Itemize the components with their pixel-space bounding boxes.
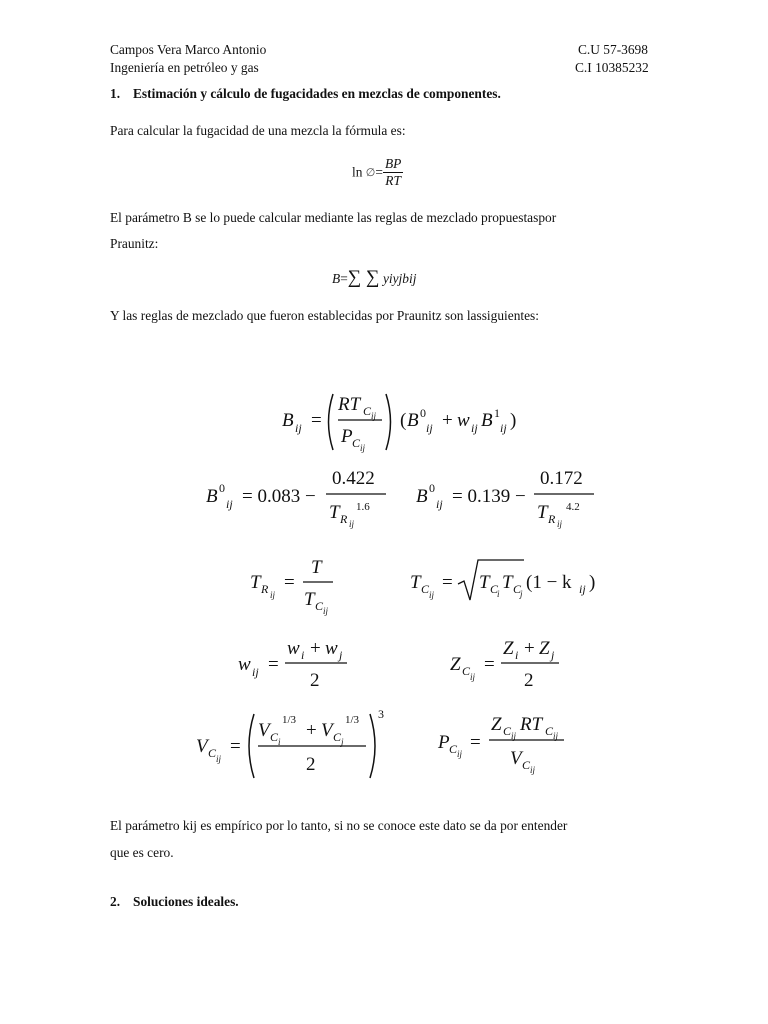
- mixing-rules-equations: [190, 380, 610, 780]
- svg-text:ij: ij: [471, 421, 478, 435]
- paragraph-b-param-line1: El parámetro B se lo puede calcular mediante las reglas de mezclado propuestaspor: [110, 210, 557, 225]
- svg-text:R: R: [340, 512, 348, 526]
- eq-pcij: [437, 714, 564, 775]
- svg-text:C: C: [270, 730, 279, 744]
- svg-text:=: =: [470, 732, 481, 753]
- svg-text:ij: ij: [323, 606, 329, 616]
- svg-text:T: T: [479, 572, 490, 593]
- svg-text:): ): [589, 572, 596, 593]
- svg-text:B: B: [282, 410, 294, 431]
- eq-b-lhs: B: [332, 271, 341, 286]
- svg-text:ij: ij: [349, 519, 355, 529]
- svg-text:ij: ij: [216, 754, 222, 764]
- eq-trij: [250, 557, 333, 616]
- svg-text:ij: ij: [429, 590, 435, 600]
- header-program: Ingeniería en petróleo y gas: [110, 60, 259, 75]
- svg-text:C: C: [490, 582, 499, 596]
- eq-numerator: BP: [384, 156, 402, 171]
- svg-text:P: P: [438, 732, 450, 753]
- svg-text:ij: ij: [360, 443, 366, 453]
- eq-fraction: [383, 156, 403, 189]
- svg-text:+: +: [524, 638, 535, 659]
- svg-text:+: +: [442, 410, 453, 431]
- svg-text:2: 2: [310, 670, 320, 691]
- svg-text:ij: ij: [371, 411, 377, 421]
- svg-text:R: R: [548, 512, 556, 526]
- eq-wij: [238, 638, 347, 691]
- svg-text:i: i: [301, 648, 305, 662]
- svg-text:1/3: 1/3: [282, 714, 297, 726]
- svg-text:ij: ij: [500, 421, 507, 435]
- svg-text:C: C: [352, 436, 361, 450]
- svg-text:Z: Z: [450, 654, 461, 675]
- eq-b-equals: =: [340, 271, 348, 286]
- svg-text:B: B: [481, 410, 493, 431]
- svg-text:T: T: [304, 589, 315, 610]
- svg-text:V: V: [196, 736, 208, 757]
- svg-text:C: C: [462, 664, 471, 678]
- paragraph-mixing-rules: Y las reglas de mezclado que fueron establecidas por Praunitz son lassiguientes:: [110, 308, 539, 323]
- svg-text:3: 3: [378, 707, 384, 721]
- svg-text:C: C: [421, 582, 430, 596]
- svg-text:0.172: 0.172: [540, 468, 583, 489]
- svg-text:C: C: [545, 724, 554, 738]
- equation-fugacity: [352, 156, 403, 189]
- eq-zcij: [450, 638, 559, 691]
- svg-text:T: T: [502, 572, 513, 593]
- svg-text:Z: Z: [503, 638, 514, 659]
- svg-text:): ): [510, 410, 517, 431]
- svg-text:2: 2: [524, 670, 534, 691]
- eq-b0-first: [206, 468, 386, 529]
- svg-text:j: j: [551, 648, 555, 662]
- equation-b: [332, 267, 416, 289]
- svg-text:V: V: [258, 720, 270, 741]
- eq-b-terms: yiyjbij: [382, 271, 417, 286]
- svg-text:C: C: [522, 758, 531, 772]
- svg-text:= 0.083 −: = 0.083 −: [242, 486, 316, 507]
- eq-bij: [282, 394, 516, 453]
- svg-text:=: =: [442, 572, 453, 593]
- svg-text:w: w: [457, 410, 470, 431]
- svg-text:C: C: [363, 404, 372, 418]
- svg-text:+: +: [306, 720, 317, 741]
- svg-text:C: C: [503, 724, 512, 738]
- svg-text:ij: ij: [530, 765, 536, 775]
- paragraph-fugacity-intro: Para calcular la fugacidad de una mezcla la fórmula es:: [110, 123, 406, 138]
- svg-text:C: C: [513, 582, 522, 596]
- svg-text:T: T: [537, 502, 548, 523]
- svg-text:ij: ij: [295, 421, 302, 435]
- svg-text:=: =: [268, 654, 279, 675]
- svg-text:V: V: [510, 748, 522, 769]
- svg-text:1.6: 1.6: [356, 501, 370, 513]
- svg-text:ij: ij: [270, 590, 276, 600]
- svg-text:Z: Z: [491, 714, 502, 735]
- svg-text:= 0.139 −: = 0.139 −: [452, 486, 526, 507]
- paragraph-kij-line1: El parámetro kij es empírico por lo tanto, si no se conoce este dato se da por entender: [110, 818, 568, 833]
- svg-text:ij: ij: [226, 497, 233, 511]
- svg-text:ij: ij: [470, 672, 476, 682]
- svg-text:w: w: [238, 654, 251, 675]
- eq-phi-symbol: ∅: [365, 167, 376, 179]
- svg-text:ij: ij: [436, 497, 443, 511]
- svg-text:1: 1: [494, 406, 500, 420]
- svg-text:Z: Z: [539, 638, 550, 659]
- svg-text:C: C: [315, 599, 324, 613]
- svg-text:RT: RT: [520, 714, 543, 735]
- svg-text:=: =: [311, 410, 322, 431]
- svg-text:ij: ij: [252, 665, 259, 679]
- svg-text:ij: ij: [511, 731, 517, 741]
- svg-text:T: T: [410, 572, 421, 593]
- svg-text:i: i: [278, 737, 281, 747]
- svg-text:(: (: [400, 410, 407, 431]
- eq-ln: ln: [352, 164, 363, 180]
- section-1-number: 1.: [110, 86, 121, 101]
- svg-text:0: 0: [429, 481, 435, 495]
- svg-text:j: j: [341, 737, 344, 747]
- svg-text:C: C: [449, 742, 458, 756]
- svg-text:B: B: [206, 486, 218, 507]
- svg-text:ij: ij: [553, 731, 559, 741]
- section-1-title: Estimación y cálculo de fugacidades en mezclas de componentes.: [133, 86, 501, 101]
- header-author: Campos Vera Marco Antonio: [110, 42, 267, 57]
- svg-text:R: R: [261, 582, 269, 596]
- svg-text:w: w: [325, 638, 338, 659]
- svg-text:V: V: [321, 720, 333, 741]
- svg-text:ij: ij: [426, 421, 433, 435]
- svg-text:=: =: [230, 736, 241, 757]
- svg-text:=: =: [484, 654, 495, 675]
- svg-text:w: w: [287, 638, 300, 659]
- svg-text:T: T: [311, 557, 322, 578]
- section-2-title: Soluciones ideales.: [133, 894, 239, 909]
- svg-text:ij: ij: [457, 749, 463, 759]
- eq-b0-second: [416, 468, 594, 529]
- svg-text:0: 0: [219, 481, 225, 495]
- svg-text:C: C: [333, 730, 342, 744]
- paragraph-b-param-line2: Praunitz:: [110, 236, 159, 251]
- svg-text:B: B: [416, 486, 428, 507]
- svg-text:T: T: [250, 572, 261, 593]
- eq-denominator: RT: [385, 173, 401, 188]
- svg-text:+: +: [310, 638, 321, 659]
- svg-text:RT: RT: [338, 394, 361, 415]
- svg-text:i: i: [497, 589, 500, 599]
- svg-text:0: 0: [420, 406, 426, 420]
- svg-text:B: B: [407, 410, 419, 431]
- svg-text:C: C: [208, 746, 217, 760]
- svg-text:ij: ij: [557, 519, 563, 529]
- svg-text:P: P: [341, 426, 353, 447]
- section-2-number: 2.: [110, 894, 121, 909]
- paragraph-kij-line2: que es cero.: [110, 845, 174, 860]
- svg-text:1/3: 1/3: [345, 714, 360, 726]
- svg-text:2: 2: [306, 754, 316, 775]
- svg-text:j: j: [520, 589, 523, 599]
- eq-b-sums: ∑ ∑: [347, 267, 380, 288]
- svg-text:T: T: [329, 502, 340, 523]
- svg-text:i: i: [515, 648, 519, 662]
- eq-tcij: [410, 560, 595, 600]
- eq-vcij: [196, 707, 384, 778]
- svg-text:4.2: 4.2: [566, 501, 580, 513]
- header-ci: C.I 10385232: [575, 60, 649, 75]
- header-cu: C.U 57-3698: [578, 42, 648, 57]
- svg-text:ij: ij: [579, 582, 586, 596]
- svg-text:=: =: [284, 572, 295, 593]
- svg-text:j: j: [339, 648, 343, 662]
- svg-text:(1 − k: (1 − k: [526, 572, 572, 593]
- eq-equals: =: [375, 164, 383, 180]
- svg-text:0.422: 0.422: [332, 468, 375, 489]
